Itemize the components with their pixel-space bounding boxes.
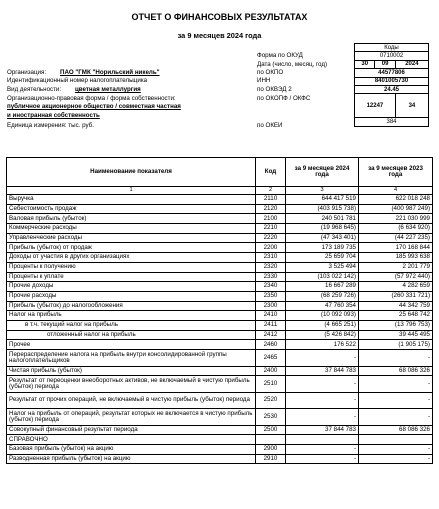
table-body: [7, 195, 433, 464]
date-label: Дата (число, месяц, год): [257, 61, 328, 68]
row-name: Разводненная прибыль (убыток) на акцию: [7, 454, 256, 464]
table-row: [7, 243, 433, 253]
table-row: [7, 425, 433, 435]
header-name: Наименование показателя: [7, 158, 256, 187]
row-name: Доходы от участия в других организациях: [7, 253, 256, 263]
row-code: 2900: [256, 445, 286, 455]
row-previous-value: -: [359, 376, 433, 393]
report-period: за 9 месяцев 2024 года: [177, 31, 262, 40]
row-current-value: 176 522: [286, 340, 359, 350]
row-previous-value: 44 342 759: [359, 301, 433, 311]
table-row: [7, 366, 433, 376]
row-name: Результат от прочих операций, не включаемый в чистую прибыль (убыток) периода: [7, 392, 256, 409]
row-code: 2465: [256, 350, 286, 367]
row-code: 2910: [256, 454, 286, 464]
row-previous-value: (44 227 235): [359, 233, 433, 243]
date-year: 2024: [395, 60, 428, 68]
date-month: 09: [375, 60, 395, 68]
row-name: отложенный налог на прибыль: [7, 330, 256, 340]
row-current-value: -: [286, 392, 359, 409]
index-cell: 2: [256, 187, 286, 195]
row-previous-value: (13 796 753): [359, 320, 433, 330]
row-name: Результат от переоценки внеоборотных активов, не включаемый в чистую прибыль (убыток) периода: [7, 376, 256, 393]
row-current-value: 644 417 519: [286, 195, 359, 205]
row-current-value: (10 092 093): [286, 311, 359, 321]
org-name: ПАО "ГМК "Норильский никель": [60, 69, 160, 76]
okved-label: по ОКВЭД 2: [257, 86, 292, 93]
table-row: [7, 224, 433, 234]
activity-label: Вид деятельности:: [7, 86, 62, 93]
row-current-value: 47 760 354: [286, 301, 359, 311]
report-title: ОТЧЕТ О ФИНАНСОВЫХ РЕЗУЛЬТАТАХ: [131, 12, 308, 22]
row-name: Прибыль (убыток) до налогообложения: [7, 301, 256, 311]
row-code: 2340: [256, 282, 286, 292]
okfs-code: 34: [395, 94, 428, 118]
row-previous-value: 2 201 779: [359, 262, 433, 272]
table-row: [7, 311, 433, 321]
row-previous-value: 39 445 495: [359, 330, 433, 340]
row-name: Чистая прибыль (убыток): [7, 366, 256, 376]
row-previous-value: 25 648 742: [359, 311, 433, 321]
org-label: Организация:: [7, 69, 47, 76]
table-row: [7, 214, 433, 224]
table-row: [7, 435, 433, 445]
inn-code: 8401005730: [355, 77, 429, 85]
row-current-value: -: [286, 409, 359, 426]
row-name: СПРАВОЧНО: [7, 435, 256, 445]
table-row: [7, 350, 433, 367]
row-code: 2110: [256, 195, 286, 205]
row-previous-value: 170 168 844: [359, 243, 433, 253]
okud-label: Форма по ОКУД: [257, 52, 303, 59]
index-cell: 4: [359, 187, 433, 195]
unit-label: Единица измерения: тыс. руб.: [7, 122, 94, 129]
row-previous-value: -: [359, 392, 433, 409]
row-code: 2400: [256, 366, 286, 376]
row-name: Себестоимость продаж: [7, 204, 256, 214]
row-current-value: (19 968 645): [286, 224, 359, 234]
row-current-value: -: [286, 376, 359, 393]
row-code: 2460: [256, 340, 286, 350]
row-code: 2410: [256, 311, 286, 321]
row-current-value: -: [286, 350, 359, 367]
okopf-code: 12247: [355, 94, 396, 118]
financial-results-table: [6, 157, 433, 464]
row-previous-value: (1 905 175): [359, 340, 433, 350]
table-row: [7, 330, 433, 340]
row-previous-value: (400 987 249): [359, 204, 433, 214]
legal-form-line1: публичное акционерное общество / совместная частная: [7, 103, 181, 110]
row-previous-value: 68 086 326: [359, 425, 433, 435]
row-current-value: (68 259 726): [286, 291, 359, 301]
table-row: [7, 454, 433, 464]
row-code: 2350: [256, 291, 286, 301]
row-name: Коммерческие расходы: [7, 224, 256, 234]
header-current-period: за 9 месяцев 2024 года: [286, 158, 359, 187]
row-code: 2210: [256, 224, 286, 234]
row-code: 2412: [256, 330, 286, 340]
row-name: Совокупный финансовый результат периода: [7, 425, 256, 435]
row-code: 2100: [256, 214, 286, 224]
table-row: [7, 320, 433, 330]
okpo-label: по ОКПО: [257, 69, 284, 76]
row-previous-value: -: [359, 350, 433, 367]
row-name: в т.ч. текущий налог на прибыль: [7, 320, 256, 330]
table-row: [7, 233, 433, 243]
okud-code: 0710002: [355, 52, 429, 60]
activity-value: цветная металлургия: [75, 86, 141, 93]
row-current-value: 173 189 735: [286, 243, 359, 253]
index-cell: 3: [286, 187, 359, 195]
row-code: 2220: [256, 233, 286, 243]
row-previous-value: -: [359, 445, 433, 455]
inn-label: Идентификационный номер налогоплательщика: [7, 77, 148, 84]
row-current-value: [286, 435, 359, 445]
row-current-value: 240 501 781: [286, 214, 359, 224]
row-name: Прибыль (убыток) от продаж: [7, 243, 256, 253]
row-previous-value: (6 634 920): [359, 224, 433, 234]
legal-form-line2: и иностранная собственность: [7, 112, 100, 119]
row-previous-value: 68 086 326: [359, 366, 433, 376]
date-day: 30: [355, 60, 375, 68]
row-name: Базовая прибыль (убыток) на акцию: [7, 445, 256, 455]
row-current-value: -: [286, 454, 359, 464]
row-current-value: (5 426 842): [286, 330, 359, 340]
row-name: Перераспределение налога на прибыль внутри консолидированной группы налогоплательщиков: [7, 350, 256, 367]
row-code: 2530: [256, 409, 286, 426]
row-previous-value: 4 282 659: [359, 282, 433, 292]
row-name: Налог на прибыль: [7, 311, 256, 321]
row-current-value: (47 343 401): [286, 233, 359, 243]
row-current-value: 37 844 783: [286, 425, 359, 435]
row-code: 2500: [256, 425, 286, 435]
row-current-value: -: [286, 445, 359, 455]
header-previous-period: за 9 месяцев 2023 года: [359, 158, 433, 187]
codes-table: [354, 43, 429, 127]
row-current-value: (103 022 142): [286, 272, 359, 282]
row-code: 2300: [256, 301, 286, 311]
header-code: Код: [256, 158, 286, 187]
okpo-code: 44577806: [355, 69, 429, 77]
row-current-value: 3 525 494: [286, 262, 359, 272]
row-name: Прочее: [7, 340, 256, 350]
okei-code: 384: [355, 118, 429, 126]
row-name: Налог на прибыль от операций, результат которых не включается в чистую прибыль (убыток) периода: [7, 409, 256, 426]
row-current-value: (403 915 738): [286, 204, 359, 214]
legal-form-label: Организационно-правовая форма / форма собственности:: [7, 95, 176, 102]
row-previous-value: -: [359, 409, 433, 426]
row-previous-value: -: [359, 454, 433, 464]
codes-header: Коды: [355, 44, 429, 52]
row-name: Прочие доходы: [7, 282, 256, 292]
table-row: [7, 392, 433, 409]
table-row: [7, 195, 433, 205]
row-code: 2320: [256, 262, 286, 272]
row-code: 2520: [256, 392, 286, 409]
row-name: Выручка: [7, 195, 256, 205]
okved-code: 24.45: [355, 85, 429, 93]
row-current-value: 25 659 704: [286, 253, 359, 263]
table-row: [7, 445, 433, 455]
row-code: 2200: [256, 243, 286, 253]
row-current-value: 37 844 783: [286, 366, 359, 376]
row-code: 2330: [256, 272, 286, 282]
row-current-value: 16 667 289: [286, 282, 359, 292]
index-cell: 1: [7, 187, 256, 195]
table-row: [7, 204, 433, 214]
row-name: Управленческие расходы: [7, 233, 256, 243]
row-previous-value: [359, 435, 433, 445]
okopf-label: по ОКОПФ / ОКФС: [257, 95, 311, 102]
table-row: [7, 282, 433, 292]
row-current-value: (4 665 251): [286, 320, 359, 330]
row-previous-value: (57 972 440): [359, 272, 433, 282]
row-previous-value: (260 331 721): [359, 291, 433, 301]
table-row: [7, 301, 433, 311]
row-name: Проценты к получению: [7, 262, 256, 272]
table-row: [7, 291, 433, 301]
row-code: 2411: [256, 320, 286, 330]
table-row: [7, 272, 433, 282]
row-previous-value: 221 030 999: [359, 214, 433, 224]
row-name: Валовая прибыль (убыток): [7, 214, 256, 224]
table-row: [7, 376, 433, 393]
row-code: [256, 435, 286, 445]
table-row: [7, 340, 433, 350]
okei-label: по ОКЕИ: [257, 122, 283, 129]
row-code: 2310: [256, 253, 286, 263]
table-row: [7, 253, 433, 263]
row-name: Прочие расходы: [7, 291, 256, 301]
row-name: Проценты к уплате: [7, 272, 256, 282]
row-previous-value: 185 993 638: [359, 253, 433, 263]
inn-short-label: ИНН: [257, 77, 271, 84]
table-row: [7, 409, 433, 426]
row-code: 2510: [256, 376, 286, 393]
row-previous-value: 622 018 248: [359, 195, 433, 205]
table-row: [7, 262, 433, 272]
row-code: 2120: [256, 204, 286, 214]
